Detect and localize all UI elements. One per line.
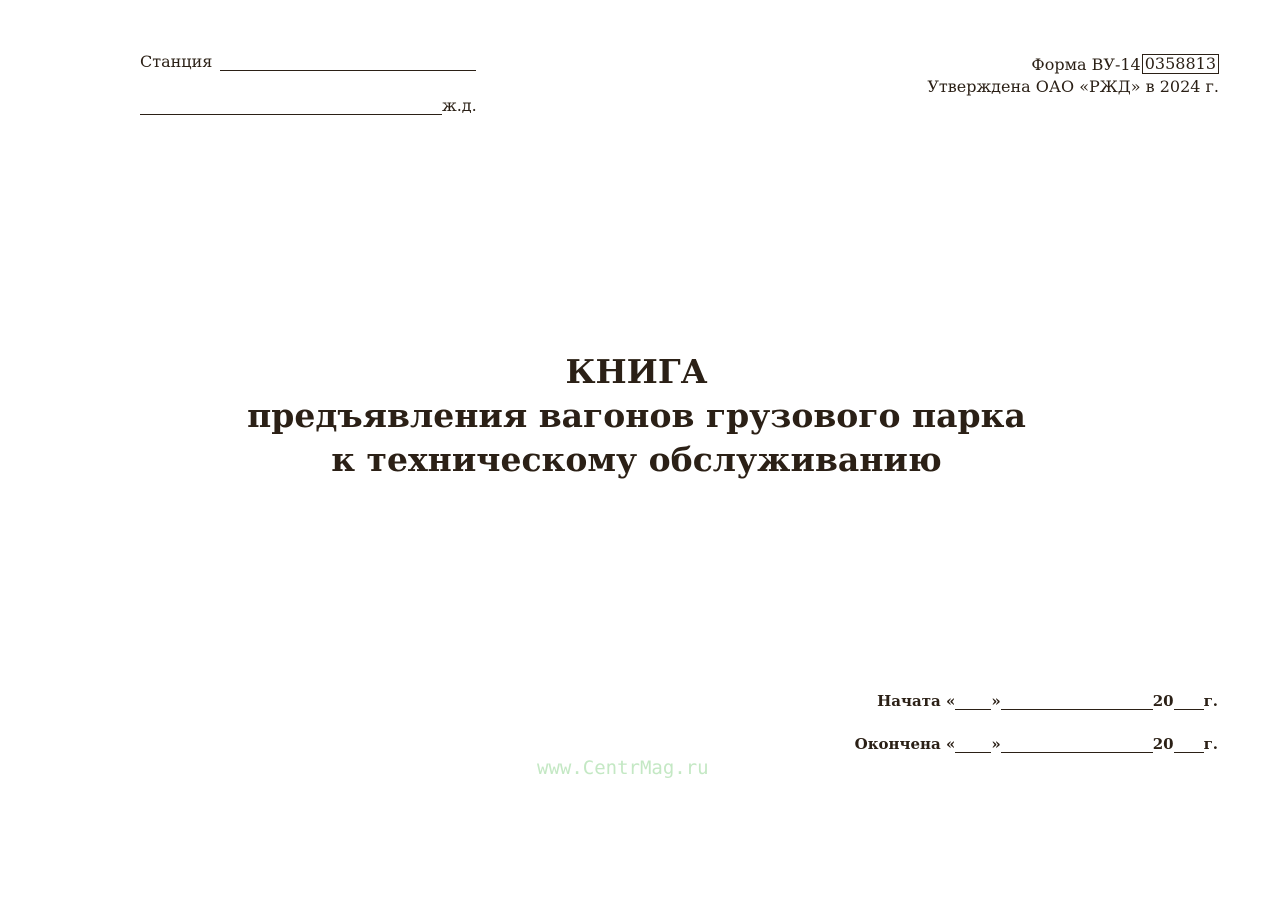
- start-year-blank: [1174, 694, 1204, 710]
- station-label: Станция: [140, 52, 213, 71]
- end-year-prefix: 20: [1152, 735, 1174, 753]
- approval-note: Утверждена ОАО «РЖД» в 2024 г.: [927, 77, 1219, 96]
- start-quote-close: »: [991, 692, 1001, 710]
- document-title: [0, 350, 1273, 482]
- start-month-blank: [1001, 694, 1153, 710]
- watermark: www.CentrMag.ru: [537, 757, 709, 779]
- railway-suffix: ж.д.: [442, 96, 477, 115]
- station-blank-line: [220, 54, 476, 71]
- start-year-suffix: г.: [1203, 692, 1218, 710]
- railway-field: [140, 96, 477, 115]
- form-label: Форма ВУ-14: [1031, 54, 1141, 74]
- title-line-1: КНИГА: [565, 352, 708, 391]
- station-field: [140, 52, 476, 71]
- end-quote-close: »: [991, 735, 1001, 753]
- title-line-3: к техническому обслуживанию: [331, 440, 942, 479]
- form-number-box: 0358813: [1142, 54, 1219, 74]
- start-day-blank: [955, 694, 991, 710]
- start-date-field: [877, 692, 1218, 710]
- start-year-prefix: 20: [1152, 692, 1174, 710]
- end-year-suffix: г.: [1203, 735, 1218, 753]
- start-date-label: Начата «: [877, 692, 956, 710]
- railway-blank-line: [140, 98, 442, 115]
- title-line-2: предъявления вагонов грузового парка: [247, 396, 1026, 435]
- end-month-blank: [1001, 737, 1153, 753]
- end-day-blank: [955, 737, 991, 753]
- end-date-field: [855, 735, 1218, 753]
- form-identifier: [1031, 54, 1219, 74]
- end-year-blank: [1174, 737, 1204, 753]
- end-date-label: Окончена «: [854, 735, 956, 753]
